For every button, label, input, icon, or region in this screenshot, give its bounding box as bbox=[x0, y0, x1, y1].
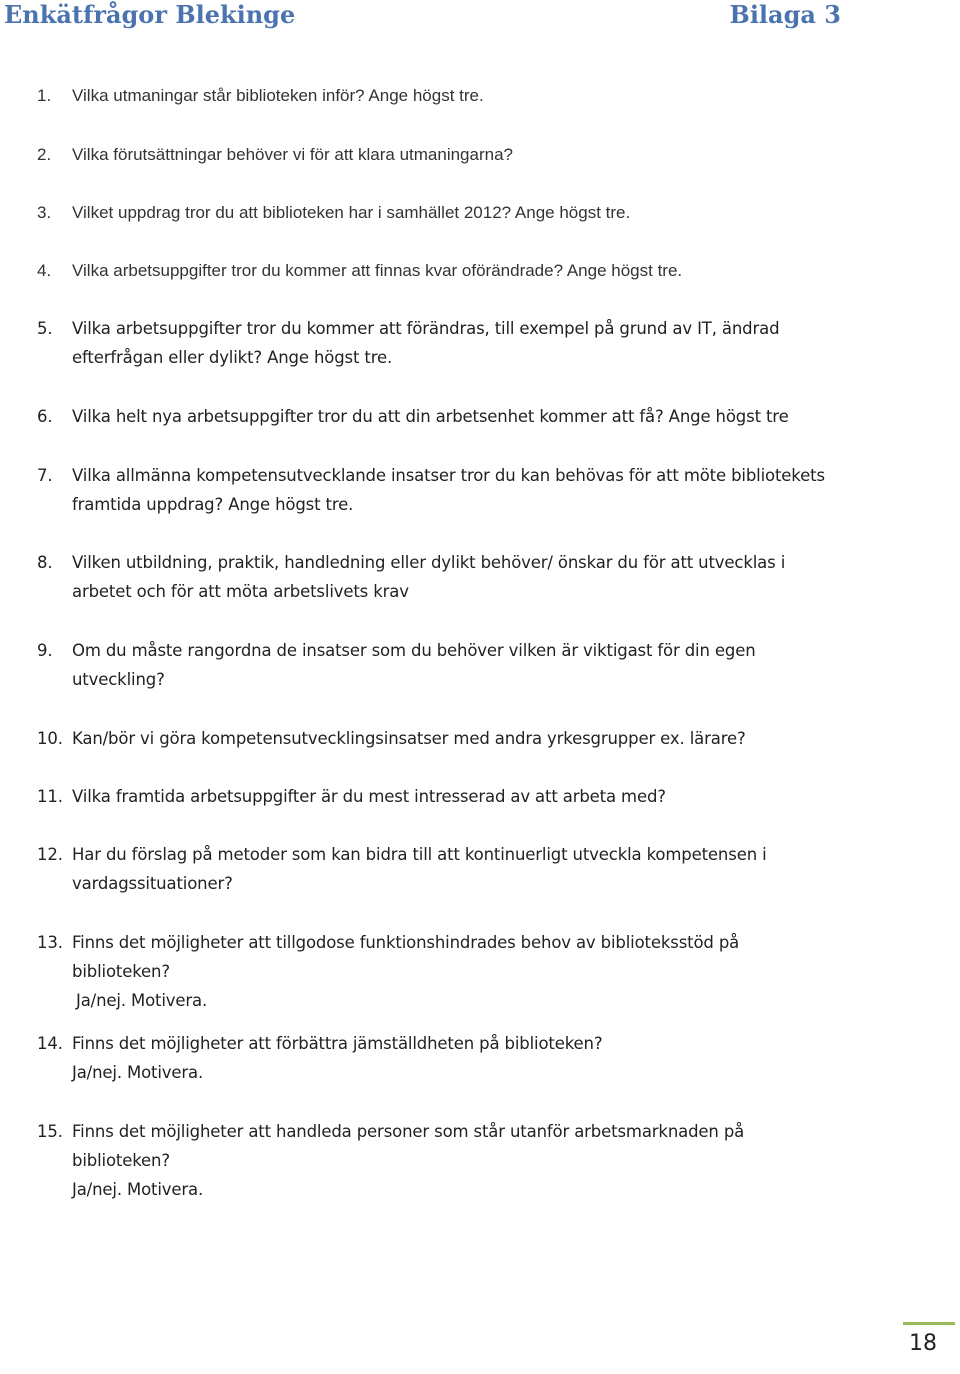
question-text: Finns det möjligheter att handleda personer som står utanför arbetsmarknaden på bbox=[72, 1122, 745, 1141]
question-number: 2. bbox=[37, 145, 52, 164]
question-number: 10. bbox=[37, 729, 63, 748]
question-text: Vilka förutsättningar behöver vi för att klara utmaningarna? bbox=[72, 145, 513, 164]
question-number: 5. bbox=[37, 319, 53, 338]
question-text: Finns det möjligheter att tillgodose funktionshindrades behov av biblioteksstöd på bbox=[72, 933, 740, 952]
question-number: 1. bbox=[37, 86, 52, 105]
question-text: Vilken utbildning, praktik, handledning eller dylikt behöver/ önskar du för att utvecklas i bbox=[72, 553, 786, 572]
question-text: arbetet och för att möta arbetslivets krav bbox=[72, 582, 409, 601]
question-text: Ja/nej. Motivera. bbox=[72, 1180, 204, 1199]
question-text: Finns det möjligheter att förbättra jämställdheten på biblioteken? bbox=[72, 1034, 603, 1053]
question-text: Ja/nej. Motivera. bbox=[76, 991, 208, 1010]
question-number: 12. bbox=[37, 845, 63, 864]
question-number: 15. bbox=[37, 1122, 63, 1141]
question-text: Vilka utmaningar står biblioteken inför? Ange högst tre. bbox=[72, 86, 484, 105]
question-text: Ja/nej. Motivera. bbox=[72, 1063, 204, 1082]
question-text: Om du måste rangordna de insatser som du behöver vilken är viktigast för din egen bbox=[72, 641, 756, 660]
question-text: vardagssituationer? bbox=[72, 874, 233, 893]
question-number: 9. bbox=[37, 641, 53, 660]
question-number: 4. bbox=[37, 261, 52, 280]
question-number: 7. bbox=[37, 466, 53, 485]
question-text: Vilka arbetsuppgifter tror du kommer att förändras, till exempel på grund av IT, ändrad bbox=[72, 319, 780, 338]
question-number: 3. bbox=[37, 203, 52, 222]
question-text: Vilka allmänna kompetensutvecklande insatser tror du kan behövas för att möte bibliotekets bbox=[72, 466, 825, 485]
question-text: utveckling? bbox=[72, 670, 165, 689]
question-number: 8. bbox=[37, 553, 53, 572]
question-text: framtida uppdrag? Ange högst tre. bbox=[72, 495, 354, 514]
page-number: 18 bbox=[909, 1331, 937, 1356]
question-text: Vilket uppdrag tror du att biblioteken har i samhället 2012? Ange högst tre. bbox=[72, 203, 631, 222]
question-text: efterfrågan eller dylikt? Ange högst tre. bbox=[72, 348, 393, 367]
question-text: biblioteken? bbox=[72, 1151, 170, 1170]
question-text: Vilka arbetsuppgifter tror du kommer att finnas kvar oförändrade? Ange högst tre. bbox=[72, 261, 683, 280]
question-text: Har du förslag på metoder som kan bidra till att kontinuerligt utveckla kompetensen i bbox=[72, 845, 767, 864]
question-text: Vilka helt nya arbetsuppgifter tror du att din arbetsenhet kommer att få? Ange högst tre bbox=[72, 407, 789, 426]
question-text: biblioteken? bbox=[72, 962, 170, 981]
document-title: Enkätfrågor Blekinge bbox=[4, 0, 296, 29]
question-text: Kan/bör vi göra kompetensutvecklingsinsatser med andra yrkesgrupper ex. lärare? bbox=[72, 729, 746, 748]
appendix-label: Bilaga 3 bbox=[729, 0, 841, 29]
page-number-box bbox=[903, 1322, 955, 1369]
question-number: 6. bbox=[37, 407, 53, 426]
question-number: 13. bbox=[37, 933, 63, 952]
question-number: 11. bbox=[37, 787, 63, 806]
question-text: Vilka framtida arbetsuppgifter är du mest intresserad av att arbeta med? bbox=[72, 787, 666, 806]
question-number: 14. bbox=[37, 1034, 63, 1053]
